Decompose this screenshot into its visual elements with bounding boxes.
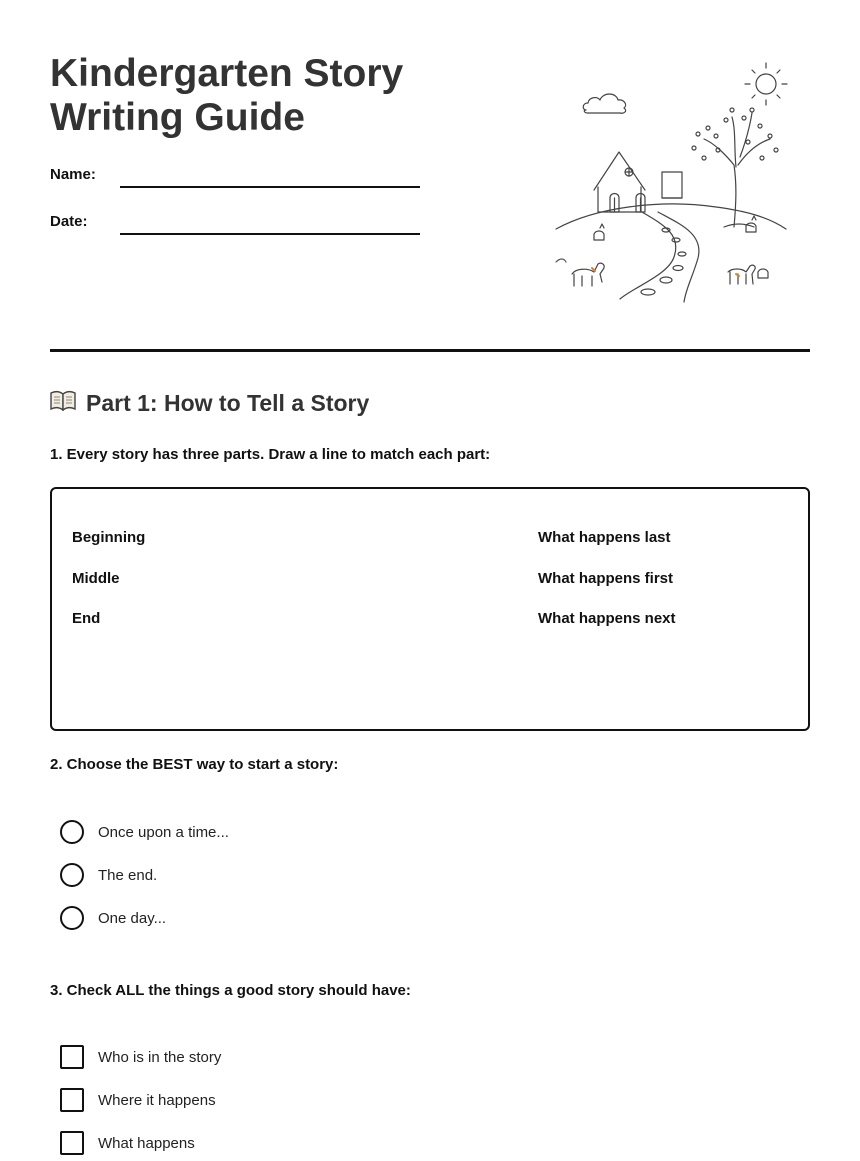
open-book-icon <box>50 389 76 417</box>
date-write-line[interactable] <box>120 233 420 235</box>
radio-option[interactable] <box>60 906 166 930</box>
radio-option[interactable] <box>60 820 229 844</box>
checkbox-option-label: Where it happens <box>98 1091 216 1109</box>
checkbox[interactable] <box>60 1088 84 1112</box>
dog-left <box>556 259 604 286</box>
question-1: 1. Every story has three parts. Draw a line to match each part: <box>50 446 491 463</box>
checkbox-option[interactable] <box>60 1088 216 1112</box>
cloud-icon <box>583 94 625 113</box>
path-right <box>658 212 699 302</box>
radio-button[interactable] <box>60 906 84 930</box>
tree <box>692 108 778 227</box>
checkbox-option[interactable] <box>60 1131 195 1155</box>
title-line-2: Writing Guide <box>50 96 305 139</box>
match-left-item[interactable]: Beginning <box>72 529 146 546</box>
checkbox[interactable] <box>60 1131 84 1155</box>
radio-option-label: One day... <box>98 909 167 927</box>
match-left-item[interactable]: Middle <box>72 570 120 587</box>
radio-button[interactable] <box>60 863 84 887</box>
question-2: 2. Choose the BEST way to start a story: <box>50 756 339 773</box>
match-right-item[interactable]: What happens last <box>538 529 671 546</box>
title-line-1: Kindergarten Story <box>50 52 404 95</box>
radio-option[interactable] <box>60 863 157 887</box>
path-left <box>620 212 676 299</box>
checkbox-option-label: What happens <box>98 1134 195 1152</box>
house-tree-illustration <box>548 62 793 307</box>
part1-heading-text: Part 1: How to Tell a Story <box>86 389 370 416</box>
checkbox-option-label: Who is in the story <box>98 1048 222 1066</box>
sun-icon <box>745 63 787 105</box>
name-label: Name: <box>50 166 96 183</box>
checkbox[interactable] <box>60 1045 84 1069</box>
radio-button[interactable] <box>60 820 84 844</box>
section-divider <box>50 349 810 352</box>
hill <box>556 204 786 229</box>
cat-by-tree <box>746 216 756 232</box>
question-3: 3. Check ALL the things a good story should have: <box>50 982 411 999</box>
match-left-item[interactable]: End <box>72 610 101 627</box>
matching-box <box>50 487 810 731</box>
match-right-item[interactable]: What happens next <box>538 610 676 627</box>
worksheet-title <box>50 52 470 140</box>
cat-small <box>594 224 604 240</box>
date-label: Date: <box>50 213 88 230</box>
radio-option-label: The end. <box>98 866 158 884</box>
part1-heading <box>50 389 369 417</box>
house <box>594 152 682 212</box>
checkbox-option[interactable] <box>60 1045 221 1069</box>
match-right-item[interactable]: What happens first <box>538 570 674 587</box>
name-write-line[interactable] <box>120 186 420 188</box>
radio-option-label: Once upon a time... <box>98 823 229 841</box>
dog-right <box>728 265 768 284</box>
